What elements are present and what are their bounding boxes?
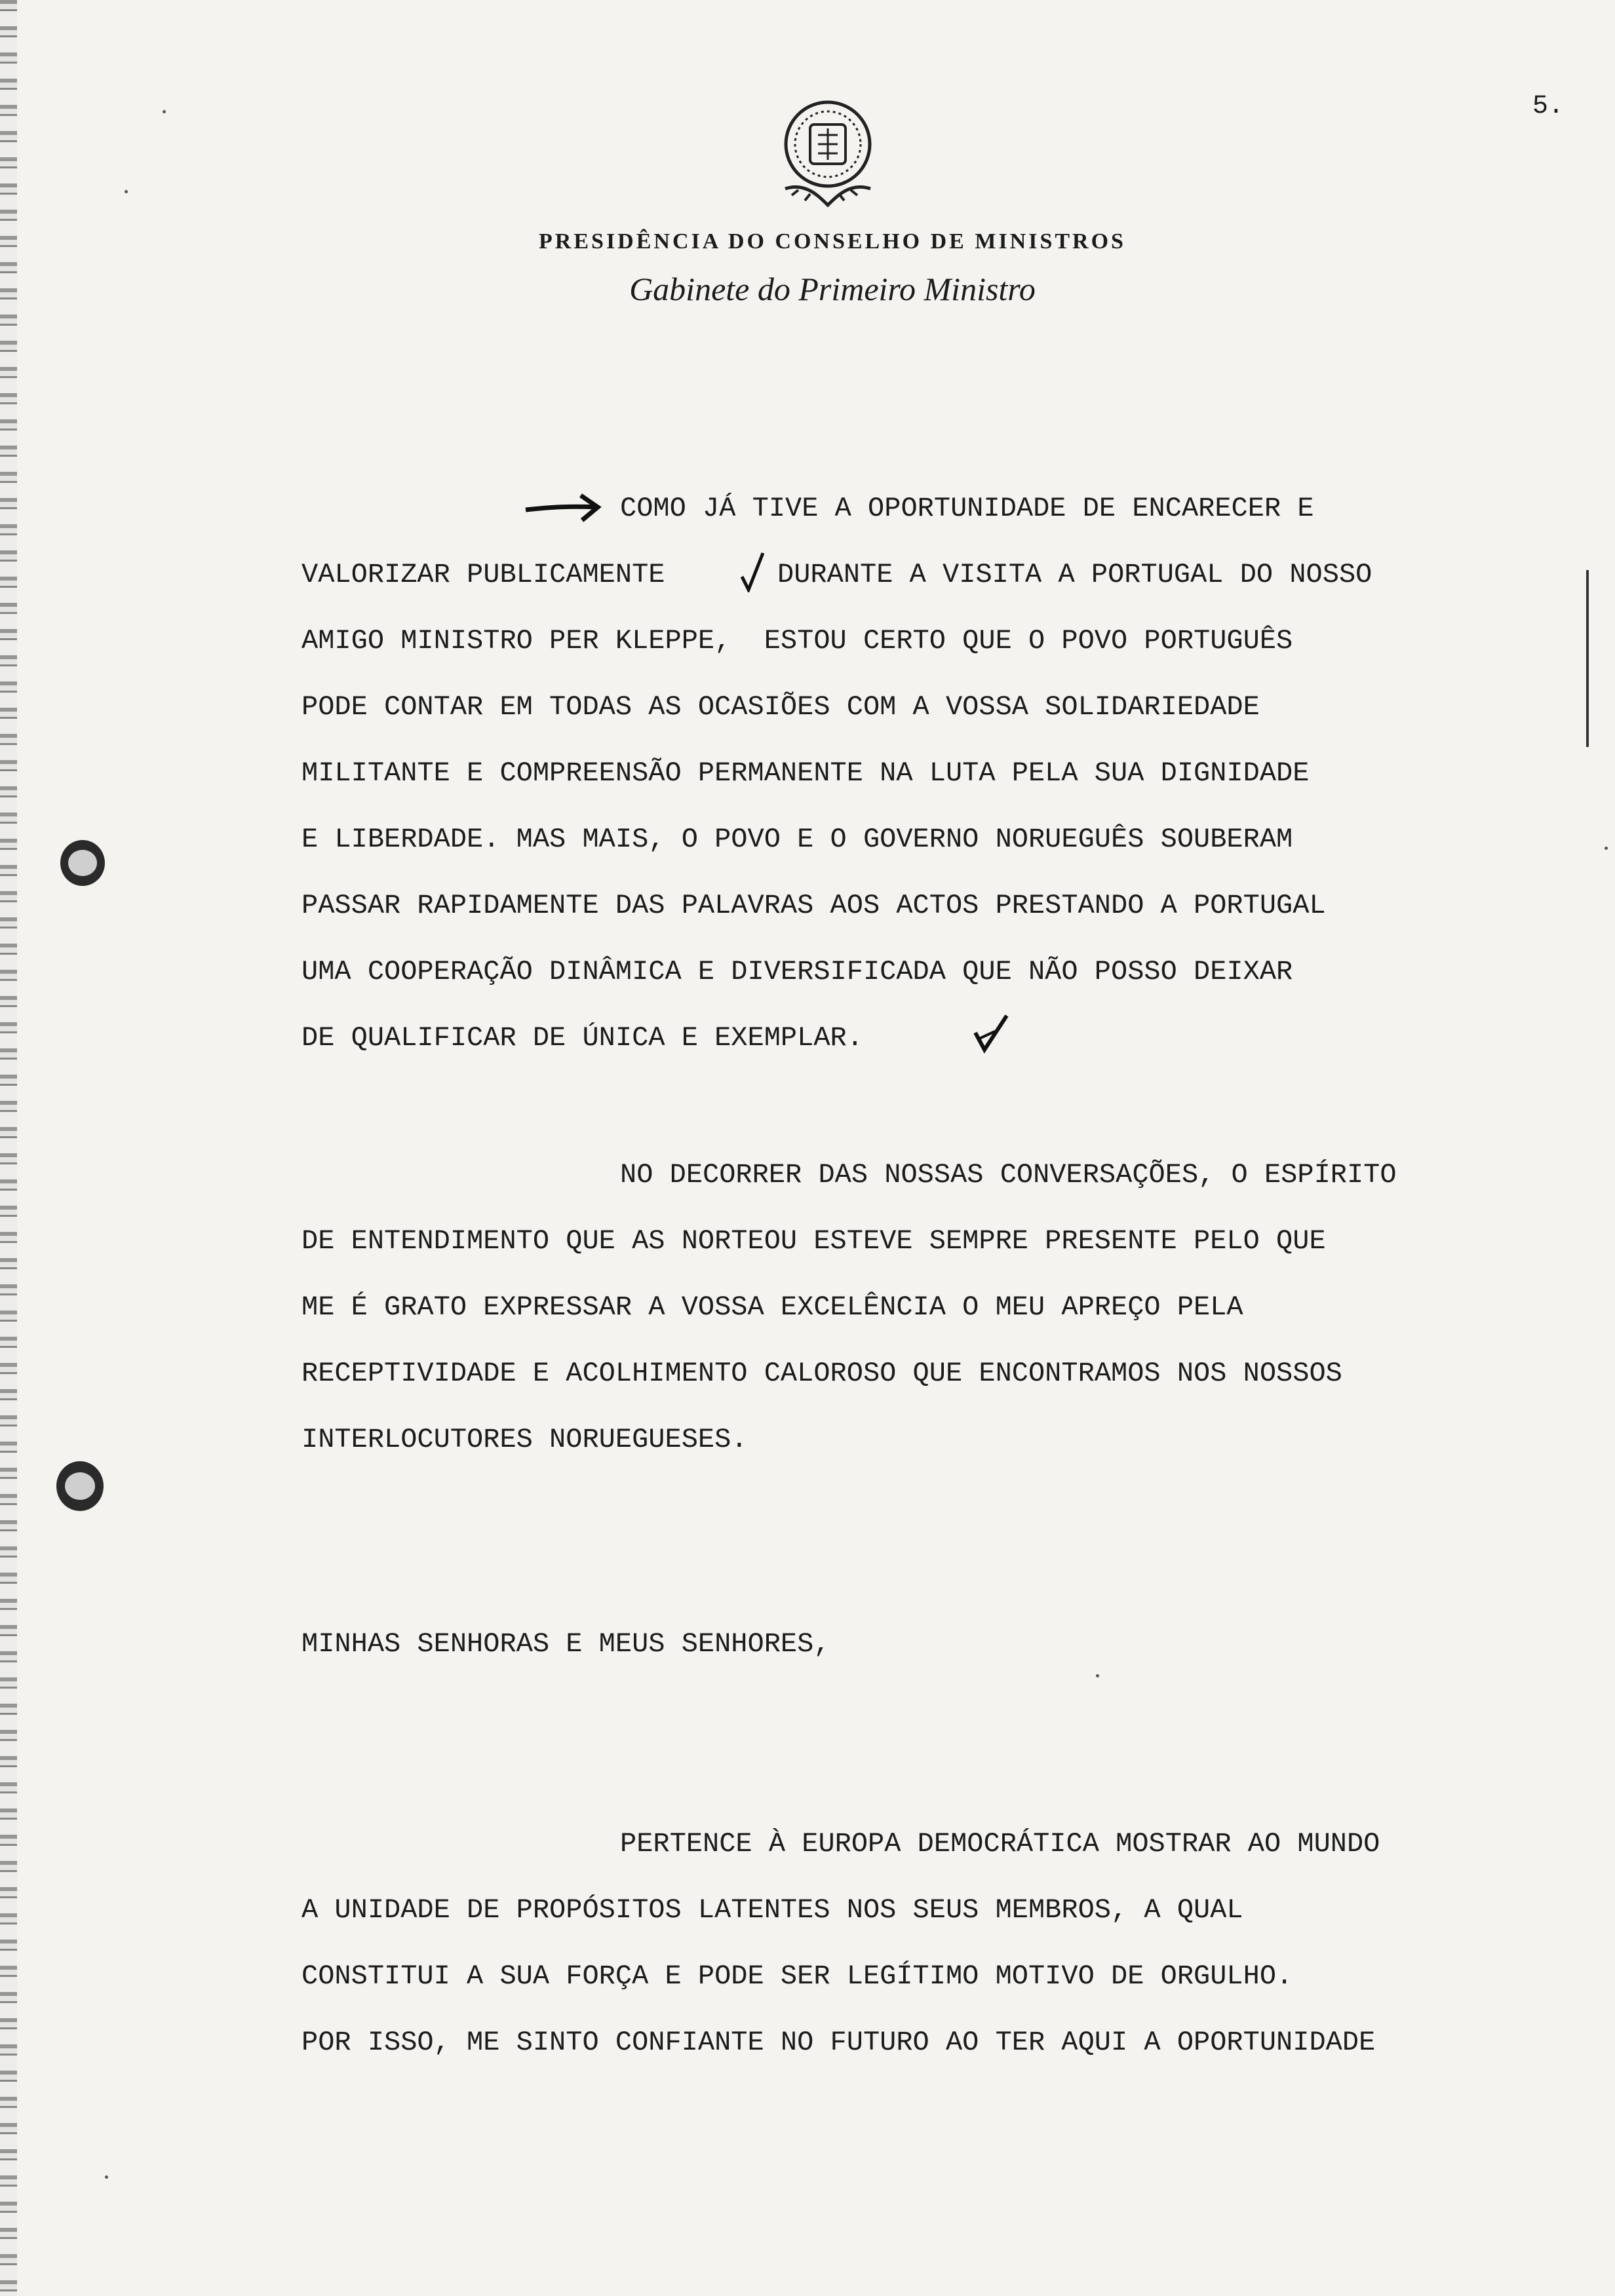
scan-speck bbox=[1096, 1674, 1099, 1677]
body-line: INTERLOCUTORES NORUEGUESES. bbox=[302, 1424, 748, 1455]
body-line: POR ISSO, ME SINTO CONFIANTE NO FUTURO AO TER AQUI A OPORTUNIDADE bbox=[302, 2027, 1376, 2058]
cabinet-heading: Gabinete do Primeiro Ministro bbox=[629, 271, 1036, 307]
body-line: RECEPTIVIDADE E ACOLHIMENTO CALOROSO QUE ENCONTRAMOS NOS NOSSOS bbox=[302, 1358, 1342, 1389]
body-line: PERTENCE À EUROPA DEMOCRÁTICA MOSTRAR AO MUNDO bbox=[620, 1828, 1380, 1860]
coat-of-arms-seal bbox=[766, 97, 890, 215]
body-line: DE QUALIFICAR DE ÚNICA E EXEMPLAR. bbox=[302, 1022, 863, 1054]
margin-bracket-mark bbox=[1586, 570, 1589, 747]
page-number: 5. bbox=[1532, 92, 1565, 121]
office-heading: PRESIDÊNCIA DO CONSELHO DE MINISTROS bbox=[539, 229, 1126, 254]
checkmark-icon bbox=[739, 550, 766, 592]
body-line: A UNIDADE DE PROPÓSITOS LATENTES NOS SEUS MEMBROS, A QUAL bbox=[302, 1894, 1243, 1926]
arrow-icon bbox=[524, 490, 603, 524]
punch-hole bbox=[56, 1461, 104, 1511]
scan-speck bbox=[105, 2175, 108, 2179]
scan-speck bbox=[125, 190, 128, 193]
body-line: PASSAR RAPIDAMENTE DAS PALAVRAS AOS ACTOS PRESTANDO A PORTUGAL bbox=[302, 890, 1326, 921]
body-line: NO DECORRER DAS NOSSAS CONVERSAÇÕES, O ESPÍRITO bbox=[620, 1159, 1397, 1191]
punch-hole bbox=[60, 840, 105, 886]
scan-speck bbox=[163, 110, 166, 113]
body-line: PODE CONTAR EM TODAS AS OCASIÕES COM A VOSSA SOLIDARIEDADE bbox=[302, 691, 1260, 723]
body-line: DURANTE A VISITA A PORTUGAL DO NOSSO bbox=[777, 559, 1372, 590]
checkmark-icon bbox=[973, 1013, 1009, 1054]
scan-speck bbox=[1605, 847, 1608, 850]
body-line: VALORIZAR PUBLICAMENTE bbox=[302, 559, 665, 590]
body-line: COMO JÁ TIVE A OPORTUNIDADE DE ENCARECER E bbox=[620, 493, 1314, 524]
body-line: E LIBERDADE. MAS MAIS, O POVO E O GOVERNO NORUEGUÊS SOUBERAM bbox=[302, 824, 1293, 855]
body-line: UMA COOPERAÇÃO DINÂMICA E DIVERSIFICADA QUE NÃO POSSO DEIXAR bbox=[302, 956, 1293, 987]
body-line: DE ENTENDIMENTO QUE AS NORTEOU ESTEVE SEMPRE PRESENTE PELO QUE bbox=[302, 1225, 1326, 1257]
body-line: ME É GRATO EXPRESSAR A VOSSA EXCELÊNCIA O MEU APREÇO PELA bbox=[302, 1292, 1243, 1323]
body-line: CONSTITUI A SUA FORÇA E PODE SER LEGÍTIMO MOTIVO DE ORGULHO. bbox=[302, 1961, 1293, 1992]
body-line: MILITANTE E COMPREENSÃO PERMANENTE NA LUTA PELA SUA DIGNIDADE bbox=[302, 757, 1310, 789]
body-line: AMIGO MINISTRO PER KLEPPE, ESTOU CERTO QUE O POVO PORTUGUÊS bbox=[302, 625, 1293, 657]
salutation-line: MINHAS SENHORAS E MEUS SENHORES, bbox=[302, 1628, 830, 1660]
scan-edge bbox=[0, 0, 17, 2296]
